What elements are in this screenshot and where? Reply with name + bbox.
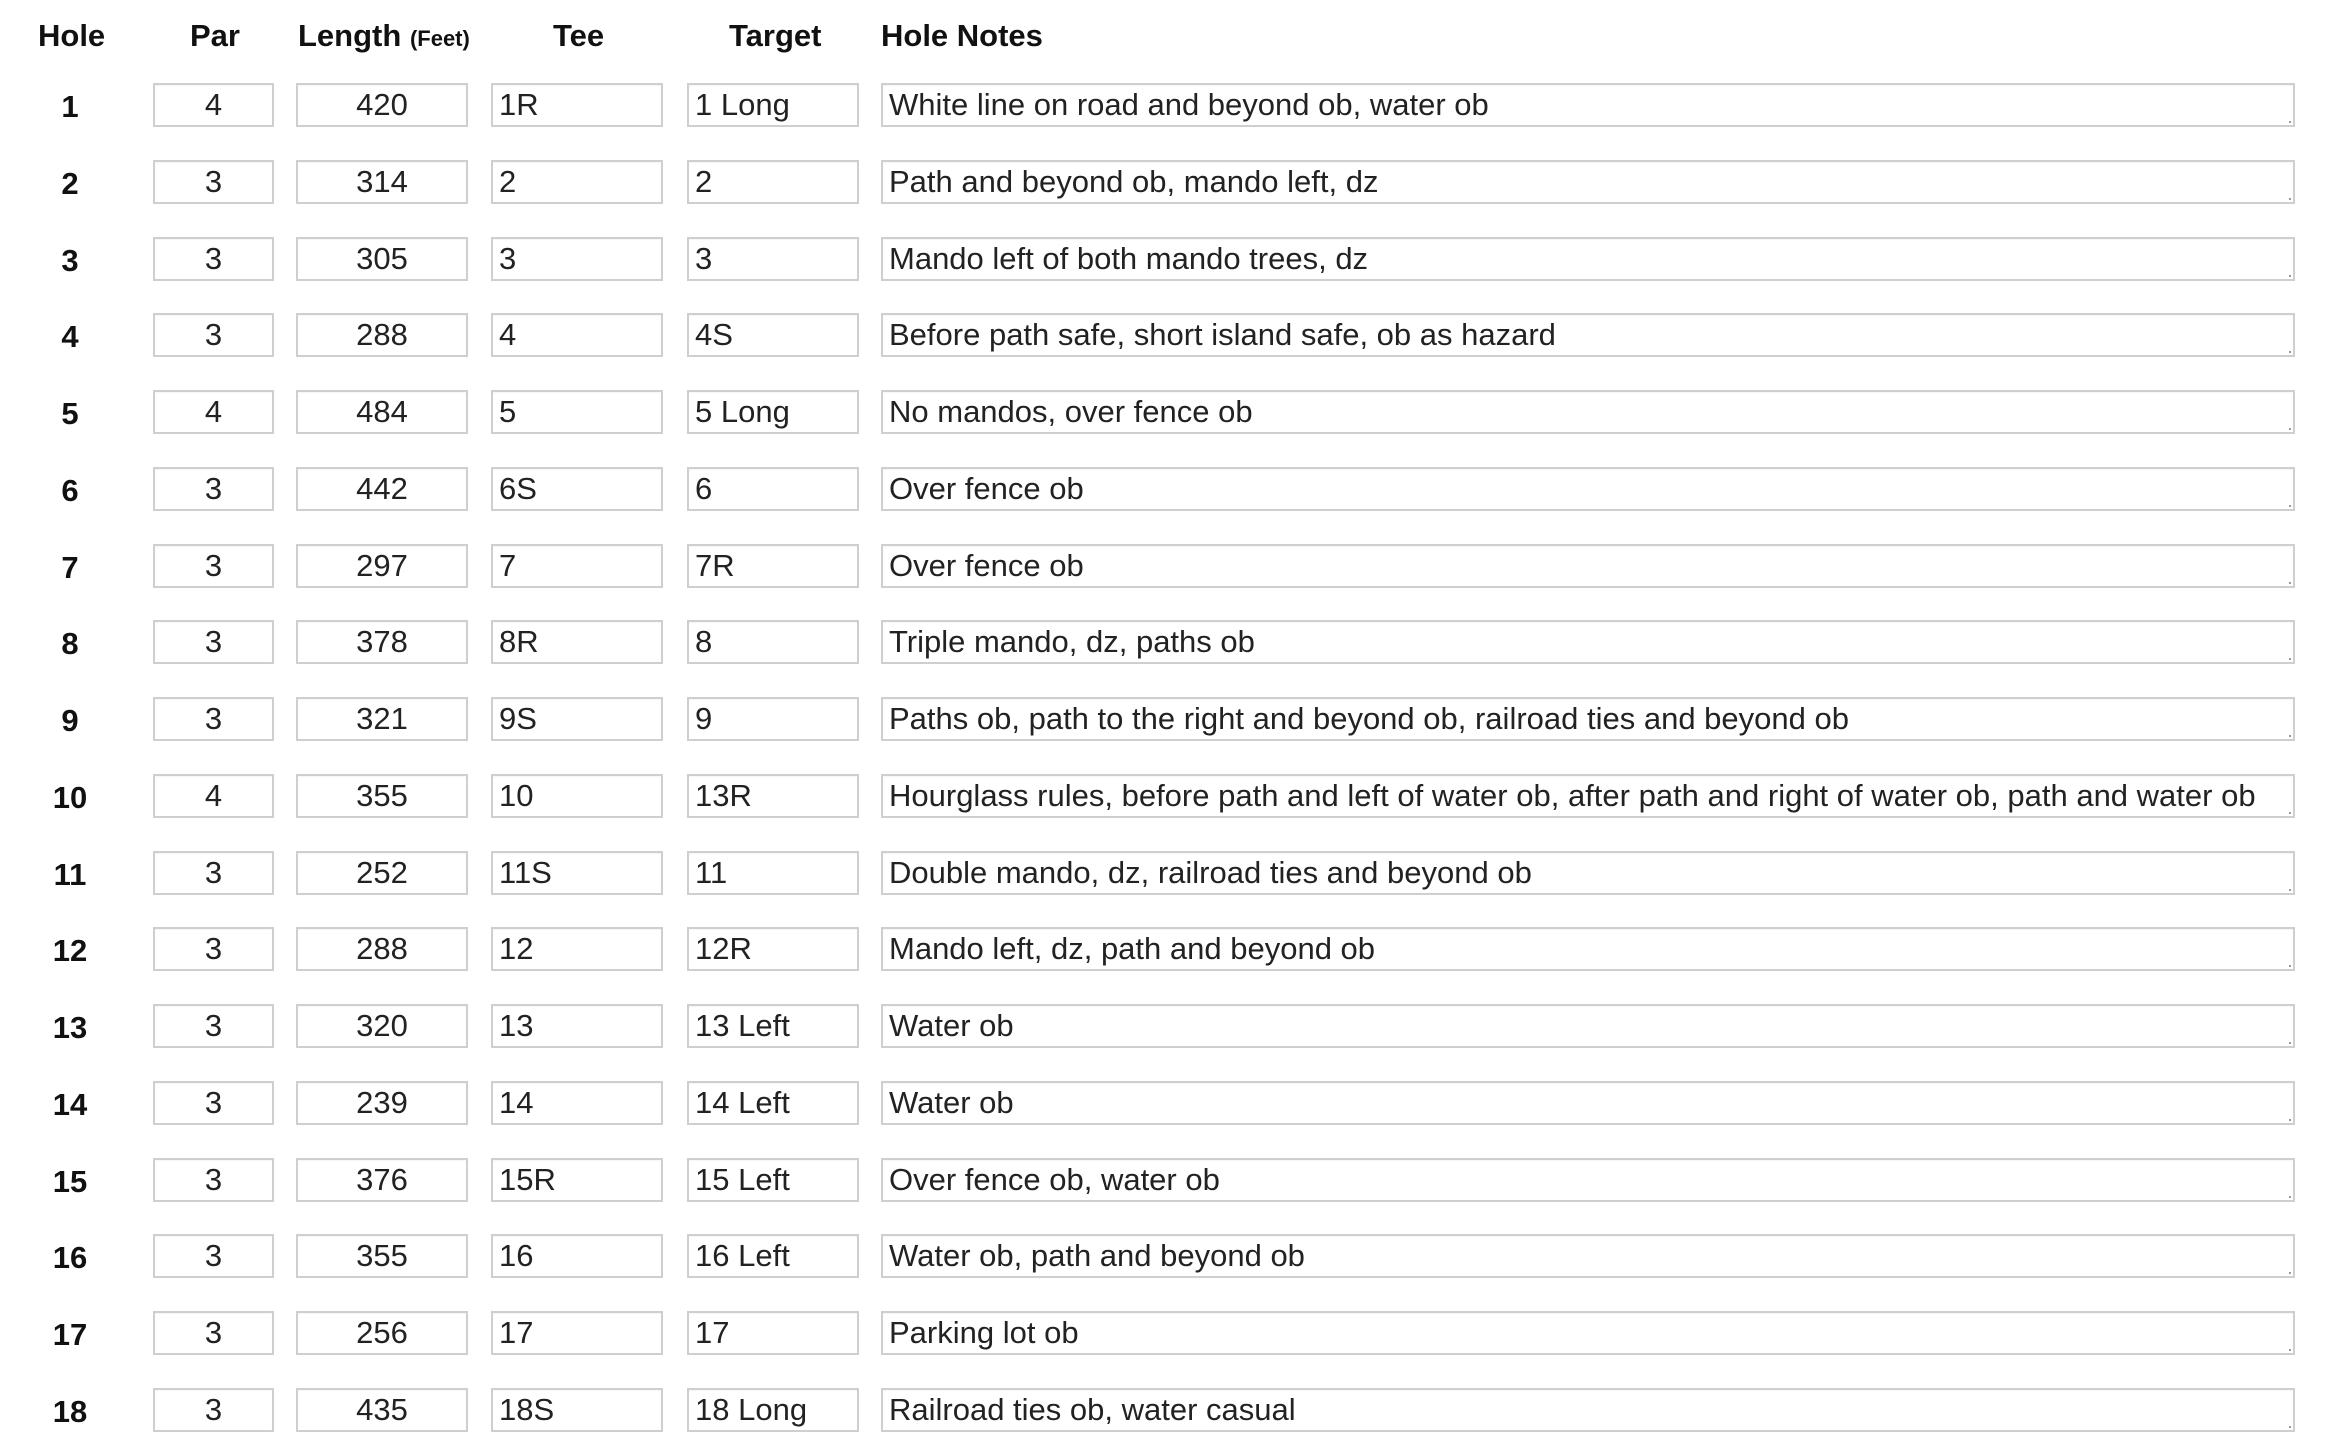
par-input[interactable] — [153, 774, 274, 818]
tee-input[interactable] — [491, 1158, 663, 1202]
target-input-value: 7R — [695, 548, 735, 583]
hole-notes-textarea[interactable] — [881, 1388, 2295, 1432]
tee-input-value: 10 — [499, 778, 534, 813]
header-par: Par — [190, 18, 240, 53]
hole-notes-textarea[interactable] — [881, 927, 2295, 971]
hole-notes-textarea-value: Double mando, dz, railroad ties and beyond ob — [889, 855, 1532, 890]
tee-input-value: 12 — [499, 931, 534, 966]
target-input-value: 14 Left — [695, 1085, 790, 1120]
hole-notes-textarea-value: Railroad ties ob, water casual — [889, 1392, 1296, 1427]
target-input-value: 18 Long — [695, 1392, 808, 1427]
target-input-value: 13 Left — [695, 1008, 790, 1043]
table-row — [0, 774, 2336, 822]
target-input[interactable] — [687, 544, 859, 588]
target-input-value: 1 Long — [695, 87, 790, 122]
hole-notes-textarea[interactable] — [881, 1234, 2295, 1278]
length-input-value: 252 — [356, 855, 408, 890]
header-notes: Hole Notes — [881, 18, 1043, 53]
tee-input-value: 3 — [499, 241, 517, 276]
hole-notes-textarea-value: Paths ob, path to the right and beyond ob, railroad ties and beyond ob — [889, 701, 1849, 736]
length-input-value: 305 — [356, 241, 408, 276]
par-input[interactable] — [153, 1234, 274, 1278]
par-input[interactable] — [153, 927, 274, 971]
par-input-value: 3 — [204, 1238, 223, 1273]
par-input[interactable] — [153, 1158, 274, 1202]
tee-input[interactable] — [491, 544, 663, 588]
target-input-value: 9 — [695, 701, 713, 736]
length-input-value: 420 — [356, 87, 408, 122]
resize-grip-icon[interactable] — [2283, 269, 2291, 277]
hole-number: 8 — [61, 626, 79, 661]
target-input[interactable] — [687, 774, 859, 818]
tee-input-value: 9S — [499, 701, 537, 736]
par-input[interactable] — [153, 1081, 274, 1125]
resize-grip-icon[interactable] — [2283, 115, 2291, 123]
length-input[interactable] — [296, 1234, 468, 1278]
header-target: Target — [729, 18, 822, 53]
par-input[interactable] — [153, 237, 274, 281]
target-input[interactable] — [687, 237, 859, 281]
target-input-value: 2 — [695, 164, 713, 199]
target-input[interactable] — [687, 851, 859, 895]
target-input[interactable] — [687, 1388, 859, 1432]
par-input-value: 3 — [204, 624, 223, 659]
resize-grip-icon[interactable] — [2283, 1113, 2291, 1121]
resize-grip-icon[interactable] — [2283, 1266, 2291, 1274]
hole-number: 3 — [61, 243, 79, 278]
length-input[interactable] — [296, 160, 468, 204]
length-input-value: 321 — [356, 701, 408, 736]
length-input-value: 239 — [356, 1085, 408, 1120]
length-input-value: 355 — [356, 778, 408, 813]
target-input-value: 11 — [695, 855, 728, 890]
tee-input[interactable] — [491, 467, 663, 511]
length-input[interactable] — [296, 851, 468, 895]
table-row — [0, 697, 2336, 745]
hole-notes-textarea[interactable] — [881, 851, 2295, 895]
hole-notes-textarea-value: Water ob — [889, 1085, 1014, 1120]
length-input[interactable] — [296, 390, 468, 434]
hole-notes-textarea-value: No mandos, over fence ob — [889, 394, 1253, 429]
hole-number: 14 — [52, 1087, 88, 1122]
header-tee: Tee — [553, 18, 605, 53]
hole-notes-textarea-value: Parking lot ob — [889, 1315, 1079, 1350]
tee-input[interactable] — [491, 1234, 663, 1278]
hole-notes-textarea-value: Before path safe, short island safe, ob as hazard — [889, 317, 1556, 352]
hole-notes-textarea[interactable] — [881, 390, 2295, 434]
length-input-value: 484 — [356, 394, 408, 429]
table-header — [0, 0, 2336, 72]
par-input[interactable] — [153, 313, 274, 357]
hole-number: 10 — [52, 780, 88, 815]
par-input-value: 3 — [204, 471, 223, 506]
length-input[interactable] — [296, 1311, 468, 1355]
length-input-value: 256 — [356, 1315, 408, 1350]
hole-number: 2 — [61, 166, 79, 201]
tee-input[interactable] — [491, 697, 663, 741]
hole-number: 4 — [61, 319, 79, 354]
table-row — [0, 237, 2336, 285]
hole-notes-textarea-value: Mando left, dz, path and beyond ob — [889, 931, 1376, 966]
header-length-unit: (Feet) — [409, 26, 470, 51]
hole-notes-textarea[interactable] — [881, 160, 2295, 204]
hole-notes-textarea-value: Triple mando, dz, paths ob — [889, 624, 1255, 659]
tee-input-value: 16 — [499, 1238, 534, 1273]
tee-input[interactable] — [491, 83, 663, 127]
target-input[interactable] — [687, 1004, 859, 1048]
hole-notes-textarea-value: Water ob, path and beyond ob — [889, 1238, 1305, 1273]
par-input-value: 3 — [204, 317, 223, 352]
par-input-value: 3 — [204, 1315, 223, 1350]
tee-input-value: 8R — [499, 624, 539, 659]
par-input-value: 3 — [204, 164, 223, 199]
resize-grip-icon[interactable] — [2283, 1036, 2291, 1044]
par-input[interactable] — [153, 697, 274, 741]
par-input[interactable] — [153, 1004, 274, 1048]
table-row — [0, 1158, 2336, 1206]
target-input[interactable] — [687, 1234, 859, 1278]
header-length-label: Length — [298, 18, 402, 53]
length-input-value: 355 — [356, 1238, 408, 1273]
hole-notes-textarea[interactable] — [881, 83, 2295, 127]
tee-input[interactable] — [491, 774, 663, 818]
target-input-value: 8 — [695, 624, 713, 659]
resize-grip-icon[interactable] — [2283, 652, 2291, 660]
target-input[interactable] — [687, 313, 859, 357]
par-input-value: 3 — [204, 548, 223, 583]
table-row — [0, 927, 2336, 975]
hole-notes-textarea-value: White line on road and beyond ob, water ob — [889, 87, 1489, 122]
table-row — [0, 1081, 2336, 1129]
length-input[interactable] — [296, 544, 468, 588]
resize-grip-icon[interactable] — [2283, 192, 2291, 200]
hole-notes-textarea-value: Hourglass rules, before path and left of water ob, after path and right of water ob, path and water ob — [889, 778, 2256, 813]
table-row — [0, 1311, 2336, 1359]
length-input[interactable] — [296, 1158, 468, 1202]
length-input[interactable] — [296, 467, 468, 511]
tee-input-value: 11S — [499, 855, 552, 890]
hole-notes-textarea-value: Over fence ob — [889, 548, 1084, 583]
length-input[interactable] — [296, 83, 468, 127]
header-hole: Hole — [38, 18, 106, 53]
hole-notes-textarea[interactable] — [881, 697, 2295, 741]
par-input-value: 3 — [204, 931, 223, 966]
resize-grip-icon[interactable] — [2283, 1190, 2291, 1198]
hole-notes-textarea[interactable] — [881, 313, 2295, 357]
hole-number: 12 — [52, 933, 88, 968]
target-input-value: 17 — [695, 1315, 730, 1350]
tee-input[interactable] — [491, 851, 663, 895]
par-input-value: 4 — [204, 394, 223, 429]
length-input[interactable] — [296, 1388, 468, 1432]
hole-notes-textarea[interactable] — [881, 237, 2295, 281]
hole-number: 18 — [52, 1394, 88, 1429]
target-input[interactable] — [687, 620, 859, 664]
hole-notes-textarea-value: Over fence ob, water ob — [889, 1162, 1220, 1197]
tee-input[interactable] — [491, 237, 663, 281]
target-input-value: 3 — [695, 241, 713, 276]
par-input[interactable] — [153, 620, 274, 664]
resize-grip-icon[interactable] — [2283, 499, 2291, 507]
target-input[interactable] — [687, 1311, 859, 1355]
length-input[interactable] — [296, 620, 468, 664]
table-row — [0, 544, 2336, 592]
par-input[interactable] — [153, 544, 274, 588]
length-input[interactable] — [296, 313, 468, 357]
hole-number: 17 — [52, 1317, 88, 1352]
length-input-value: 378 — [356, 624, 408, 659]
length-input[interactable] — [296, 774, 468, 818]
hole-notes-textarea-value: Water ob — [889, 1008, 1014, 1043]
header-length — [298, 18, 470, 57]
target-input-value: 13R — [695, 778, 752, 813]
resize-grip-icon[interactable] — [2283, 1343, 2291, 1351]
hole-number: 1 — [61, 89, 79, 124]
target-input-value: 6 — [695, 471, 713, 506]
resize-grip-icon[interactable] — [2283, 576, 2291, 584]
tee-input[interactable] — [491, 1081, 663, 1125]
tee-input-value: 5 — [499, 394, 517, 429]
tee-input[interactable] — [491, 160, 663, 204]
hole-number: 16 — [52, 1240, 88, 1275]
length-input[interactable] — [296, 1081, 468, 1125]
table-row — [0, 313, 2336, 361]
par-input[interactable] — [153, 1388, 274, 1432]
target-input-value: 12R — [695, 931, 752, 966]
length-input-value: 435 — [356, 1392, 408, 1427]
par-input-value: 3 — [204, 1008, 223, 1043]
target-input[interactable] — [687, 1081, 859, 1125]
target-input[interactable] — [687, 160, 859, 204]
length-input-value: 288 — [356, 931, 408, 966]
length-input-value: 376 — [356, 1162, 408, 1197]
target-input[interactable] — [687, 467, 859, 511]
tee-input-value: 14 — [499, 1085, 534, 1120]
resize-grip-icon[interactable] — [2283, 883, 2291, 891]
target-input-value: 15 Left — [695, 1162, 790, 1197]
hole-notes-textarea-value: Over fence ob — [889, 471, 1084, 506]
par-input-value: 4 — [204, 778, 223, 813]
hole-notes-textarea-value: Mando left of both mando trees, dz — [889, 241, 1369, 276]
length-input-value: 314 — [356, 164, 408, 199]
hole-notes-textarea-value: Path and beyond ob, mando left, dz — [889, 164, 1379, 199]
tee-input-value: 13 — [499, 1008, 534, 1043]
par-input-value: 3 — [204, 1392, 223, 1427]
resize-grip-icon[interactable] — [2283, 806, 2291, 814]
resize-grip-icon[interactable] — [2283, 1420, 2291, 1428]
resize-grip-icon[interactable] — [2283, 729, 2291, 737]
target-input[interactable] — [687, 1158, 859, 1202]
length-input[interactable] — [296, 237, 468, 281]
length-input[interactable] — [296, 927, 468, 971]
table-row — [0, 1388, 2336, 1436]
tee-input-value: 1R — [499, 87, 539, 122]
tee-input-value: 4 — [499, 317, 517, 352]
table-row — [0, 1234, 2336, 1282]
tee-input-value: 7 — [499, 548, 517, 583]
length-input[interactable] — [296, 697, 468, 741]
target-input[interactable] — [687, 390, 859, 434]
par-input[interactable] — [153, 83, 274, 127]
target-input-value: 16 Left — [695, 1238, 790, 1273]
table-row — [0, 1004, 2336, 1052]
hole-notes-textarea[interactable] — [881, 774, 2295, 818]
table-row — [0, 851, 2336, 899]
hole-number: 13 — [52, 1010, 88, 1045]
hole-number: 9 — [61, 703, 79, 738]
target-input[interactable] — [687, 83, 859, 127]
hole-notes-textarea[interactable] — [881, 467, 2295, 511]
table-row — [0, 620, 2336, 668]
par-input-value: 3 — [204, 241, 223, 276]
par-input-value: 4 — [204, 87, 223, 122]
hole-notes-textarea[interactable] — [881, 1158, 2295, 1202]
resize-grip-icon[interactable] — [2283, 345, 2291, 353]
par-input-value: 3 — [204, 701, 223, 736]
length-input-value: 297 — [356, 548, 408, 583]
table-row — [0, 83, 2336, 131]
tee-input-value: 17 — [499, 1315, 534, 1350]
table-row — [0, 467, 2336, 515]
par-input-value: 3 — [204, 855, 223, 890]
resize-grip-icon[interactable] — [2283, 422, 2291, 430]
target-input[interactable] — [687, 927, 859, 971]
hole-number: 11 — [53, 857, 87, 892]
length-input-value: 320 — [356, 1008, 408, 1043]
length-input-value: 288 — [356, 317, 408, 352]
par-input[interactable] — [153, 160, 274, 204]
par-input-value: 3 — [204, 1085, 223, 1120]
hole-number: 6 — [61, 473, 79, 508]
resize-grip-icon[interactable] — [2283, 959, 2291, 967]
tee-input[interactable] — [491, 313, 663, 357]
tee-input[interactable] — [491, 1004, 663, 1048]
hole-notes-textarea[interactable] — [881, 1081, 2295, 1125]
length-input[interactable] — [296, 1004, 468, 1048]
table-row — [0, 390, 2336, 438]
hole-number: 7 — [61, 550, 79, 585]
par-input[interactable] — [153, 390, 274, 434]
par-input-value: 3 — [204, 1162, 223, 1197]
tee-input-value: 2 — [499, 164, 517, 199]
tee-input[interactable] — [491, 390, 663, 434]
tee-input[interactable] — [491, 1311, 663, 1355]
hole-notes-textarea[interactable] — [881, 1311, 2295, 1355]
target-input[interactable] — [687, 697, 859, 741]
table-row — [0, 160, 2336, 208]
par-input[interactable] — [153, 1311, 274, 1355]
target-input-value: 4S — [695, 317, 733, 352]
hole-number: 15 — [52, 1164, 88, 1199]
length-input-value: 442 — [356, 471, 408, 506]
tee-input[interactable] — [491, 1388, 663, 1432]
par-input[interactable] — [153, 851, 274, 895]
hole-number: 5 — [61, 396, 79, 431]
tee-input-value: 15R — [499, 1162, 556, 1197]
tee-input[interactable] — [491, 620, 663, 664]
par-input[interactable] — [153, 467, 274, 511]
target-input-value: 5 Long — [695, 394, 790, 429]
tee-input-value: 18S — [499, 1392, 555, 1427]
hole-notes-textarea[interactable] — [881, 620, 2295, 664]
hole-notes-textarea[interactable] — [881, 544, 2295, 588]
tee-input-value: 6S — [499, 471, 537, 506]
tee-input[interactable] — [491, 927, 663, 971]
hole-notes-textarea[interactable] — [881, 1004, 2295, 1048]
